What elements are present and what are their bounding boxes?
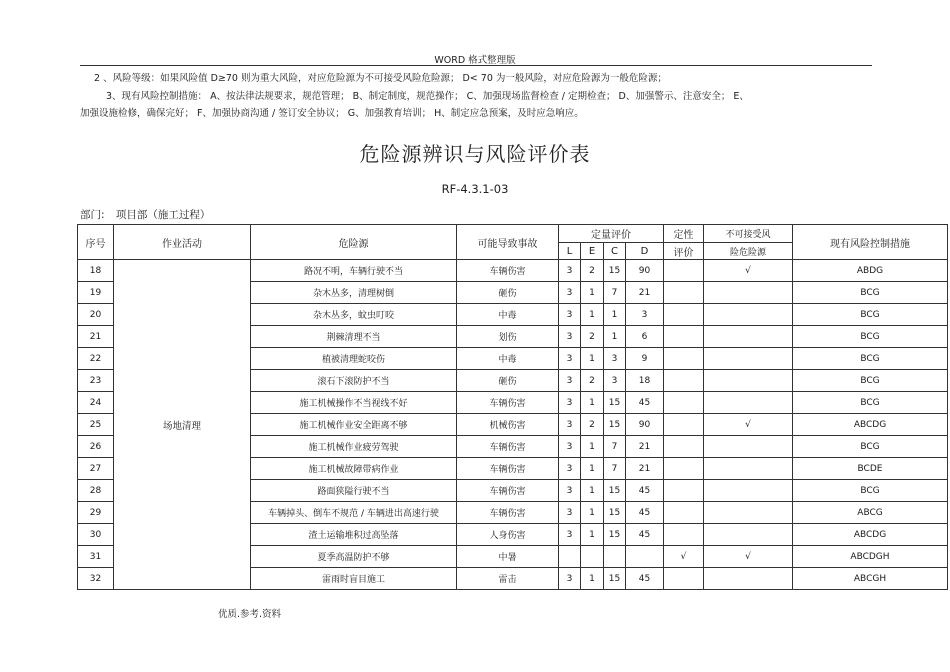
cell-accident: 机械伤害 xyxy=(457,414,559,436)
header-qualitative-1: 定性 xyxy=(664,225,704,243)
cell-qual xyxy=(664,392,704,414)
header-qualitative-2: 评价 xyxy=(664,243,704,260)
cell-unacc xyxy=(704,436,793,458)
cell-hazard: 夏季高温防护不够 xyxy=(251,546,457,568)
cell-l: 3 xyxy=(559,502,581,524)
cell-qual xyxy=(664,326,704,348)
cell-no: 26 xyxy=(78,436,114,458)
cell-no: 23 xyxy=(78,370,114,392)
cell-no: 32 xyxy=(78,568,114,590)
cell-c: 3 xyxy=(604,370,626,392)
header-C: C xyxy=(604,243,626,260)
cell-l: 3 xyxy=(559,282,581,304)
cell-accident: 中毒 xyxy=(457,348,559,370)
department-label: 部门: xyxy=(80,209,105,221)
cell-hazard: 施工机械作业安全距离不够 xyxy=(251,414,457,436)
cell-qual xyxy=(664,458,704,480)
header-divider xyxy=(80,65,872,66)
cell-measures: ABCG xyxy=(793,502,948,524)
cell-accident: 车辆伤害 xyxy=(457,480,559,502)
header-accident: 可能导致事故 xyxy=(457,225,559,260)
cell-accident: 车辆伤害 xyxy=(457,436,559,458)
cell-no: 22 xyxy=(78,348,114,370)
cell-unacc xyxy=(704,480,793,502)
cell-unacc xyxy=(704,392,793,414)
cell-no: 31 xyxy=(78,546,114,568)
cell-c: 15 xyxy=(604,524,626,546)
cell-e: 1 xyxy=(581,282,604,304)
cell-measures: BCG xyxy=(793,348,948,370)
cell-hazard: 施工机械故障带病作业 xyxy=(251,458,457,480)
cell-l: 3 xyxy=(559,414,581,436)
cell-measures: BCG xyxy=(793,282,948,304)
cell-c: 15 xyxy=(604,392,626,414)
cell-d xyxy=(626,546,664,568)
cell-e: 1 xyxy=(581,502,604,524)
cell-measures: BCG xyxy=(793,304,948,326)
cell-hazard: 车辆掉头、倒车不规范 / 车辆进出高速行驶 xyxy=(251,502,457,524)
cell-accident: 车辆伤害 xyxy=(457,502,559,524)
cell-hazard: 杂木丛多，清理树倒 xyxy=(251,282,457,304)
cell-measures: ABCDGH xyxy=(793,546,948,568)
cell-c: 15 xyxy=(604,414,626,436)
cell-l: 3 xyxy=(559,436,581,458)
cell-hazard: 雷雨时盲目施工 xyxy=(251,568,457,590)
cell-e: 1 xyxy=(581,568,604,590)
cell-measures: ABCGH xyxy=(793,568,948,590)
cell-accident: 车辆伤害 xyxy=(457,260,559,282)
department-value: 项目部（施工过程） xyxy=(115,209,211,221)
cell-unacc xyxy=(704,502,793,524)
cell-measures: ABDG xyxy=(793,260,948,282)
cell-e: 1 xyxy=(581,392,604,414)
cell-d: 6 xyxy=(626,326,664,348)
header-measures: 现有风险控制措施 xyxy=(793,225,948,260)
cell-qual xyxy=(664,304,704,326)
cell-accident: 雷击 xyxy=(457,568,559,590)
cell-qual xyxy=(664,436,704,458)
cell-e xyxy=(581,546,604,568)
cell-measures: BCG xyxy=(793,480,948,502)
cell-qual xyxy=(664,480,704,502)
header-L: L xyxy=(559,243,581,260)
cell-l: 3 xyxy=(559,348,581,370)
cell-c: 15 xyxy=(604,480,626,502)
cell-no: 21 xyxy=(78,326,114,348)
cell-no: 25 xyxy=(78,414,114,436)
cell-hazard: 施工机械操作不当视线不好 xyxy=(251,392,457,414)
cell-d: 45 xyxy=(626,568,664,590)
cell-no: 19 xyxy=(78,282,114,304)
cell-hazard: 荆棘清理不当 xyxy=(251,326,457,348)
cell-c: 7 xyxy=(604,458,626,480)
cell-l: 3 xyxy=(559,458,581,480)
cell-e: 2 xyxy=(581,326,604,348)
cell-hazard: 路况不明，车辆行驶不当 xyxy=(251,260,457,282)
cell-no: 28 xyxy=(78,480,114,502)
cell-qual xyxy=(664,282,704,304)
cell-hazard: 植被清理蛇咬伤 xyxy=(251,348,457,370)
cell-measures: BCG xyxy=(793,436,948,458)
cell-accident: 车辆伤害 xyxy=(457,392,559,414)
cell-l xyxy=(559,546,581,568)
cell-accident: 划伤 xyxy=(457,326,559,348)
cell-d: 21 xyxy=(626,458,664,480)
header-hazard: 危险源 xyxy=(251,225,457,260)
header-unacceptable-2: 险危险源 xyxy=(704,243,793,260)
footer-note: 优质.参考.资料 xyxy=(218,609,282,620)
cell-d: 45 xyxy=(626,392,664,414)
header-activity: 作业活动 xyxy=(114,225,251,260)
cell-accident: 砸伤 xyxy=(457,282,559,304)
risk-table-body xyxy=(78,260,948,590)
cell-qual xyxy=(664,524,704,546)
cell-unacc xyxy=(704,524,793,546)
header-word-label: WORD 格式整理版 xyxy=(434,55,516,66)
cell-d: 3 xyxy=(626,304,664,326)
cell-measures: BCDE xyxy=(793,458,948,480)
cell-c xyxy=(604,546,626,568)
header-unacceptable-1: 不可接受风 xyxy=(704,225,793,243)
cell-qual xyxy=(664,348,704,370)
cell-qual xyxy=(664,370,704,392)
cell-c: 7 xyxy=(604,436,626,458)
document-code: RF-4.3.1-03 xyxy=(441,182,509,196)
cell-l: 3 xyxy=(559,370,581,392)
note-control-measures: 3、现有风险控制措施： A、按法律法规要求，规范管理； B、制定制度，规范操作； C、加强现场监督检查 / 定期检查； D、加强警示、注意安全； E、 xyxy=(106,91,749,102)
cell-l: 3 xyxy=(559,304,581,326)
cell-c: 3 xyxy=(604,348,626,370)
page-title: 危险源辨识与风险评价表 xyxy=(359,142,591,166)
cell-activity: 场地清理 xyxy=(114,260,251,590)
cell-unacc xyxy=(704,458,793,480)
cell-no: 27 xyxy=(78,458,114,480)
cell-no: 18 xyxy=(78,260,114,282)
department-line xyxy=(80,207,218,222)
cell-no: 20 xyxy=(78,304,114,326)
cell-e: 1 xyxy=(581,458,604,480)
risk-table xyxy=(77,224,948,590)
cell-measures: ABCDG xyxy=(793,414,948,436)
table-row xyxy=(78,260,948,282)
cell-e: 1 xyxy=(581,524,604,546)
cell-d: 90 xyxy=(626,414,664,436)
cell-e: 1 xyxy=(581,348,604,370)
cell-d: 45 xyxy=(626,480,664,502)
cell-accident: 中毒 xyxy=(457,304,559,326)
cell-l: 3 xyxy=(559,326,581,348)
cell-l: 3 xyxy=(559,568,581,590)
cell-c: 1 xyxy=(604,304,626,326)
cell-c: 15 xyxy=(604,568,626,590)
cell-unacc xyxy=(704,304,793,326)
cell-accident: 砸伤 xyxy=(457,370,559,392)
cell-no: 24 xyxy=(78,392,114,414)
header-E: E xyxy=(581,243,604,260)
cell-measures: BCG xyxy=(793,392,948,414)
cell-c: 15 xyxy=(604,502,626,524)
cell-qual xyxy=(664,568,704,590)
cell-no: 30 xyxy=(78,524,114,546)
cell-accident: 车辆伤害 xyxy=(457,458,559,480)
cell-qual xyxy=(664,414,704,436)
cell-hazard: 滚石下滚防护不当 xyxy=(251,370,457,392)
cell-hazard: 杂木丛多，蚊虫叮咬 xyxy=(251,304,457,326)
cell-qual: √ xyxy=(664,546,704,568)
cell-d: 21 xyxy=(626,436,664,458)
cell-unacc: √ xyxy=(704,414,793,436)
cell-c: 1 xyxy=(604,326,626,348)
cell-measures: BCG xyxy=(793,326,948,348)
cell-accident: 中暑 xyxy=(457,546,559,568)
header-quantitative: 定量评价 xyxy=(559,225,664,243)
cell-hazard: 渣土运输堆积过高坠落 xyxy=(251,524,457,546)
cell-e: 2 xyxy=(581,414,604,436)
cell-d: 21 xyxy=(626,282,664,304)
cell-d: 18 xyxy=(626,370,664,392)
cell-unacc xyxy=(704,370,793,392)
cell-no: 29 xyxy=(78,502,114,524)
cell-l: 3 xyxy=(559,392,581,414)
cell-c: 7 xyxy=(604,282,626,304)
cell-unacc xyxy=(704,282,793,304)
cell-unacc: √ xyxy=(704,546,793,568)
cell-e: 1 xyxy=(581,436,604,458)
cell-l: 3 xyxy=(559,480,581,502)
cell-measures: ABCDG xyxy=(793,524,948,546)
cell-d: 9 xyxy=(626,348,664,370)
cell-unacc xyxy=(704,326,793,348)
cell-l: 3 xyxy=(559,260,581,282)
cell-e: 1 xyxy=(581,480,604,502)
cell-unacc xyxy=(704,348,793,370)
cell-unacc: √ xyxy=(704,260,793,282)
cell-unacc xyxy=(704,568,793,590)
header-no: 序号 xyxy=(78,225,114,260)
cell-e: 2 xyxy=(581,370,604,392)
cell-qual xyxy=(664,502,704,524)
cell-e: 1 xyxy=(581,304,604,326)
cell-c: 15 xyxy=(604,260,626,282)
cell-l: 3 xyxy=(559,524,581,546)
cell-hazard: 施工机械作业疲劳驾驶 xyxy=(251,436,457,458)
cell-d: 45 xyxy=(626,524,664,546)
header-D: D xyxy=(626,243,664,260)
cell-d: 45 xyxy=(626,502,664,524)
cell-accident: 人身伤害 xyxy=(457,524,559,546)
cell-e: 2 xyxy=(581,260,604,282)
cell-qual xyxy=(664,260,704,282)
note-control-measures-cont: 加强设施检修，确保完好； F、加强协商沟通 / 签订安全协议； G、加强教育培训； H、制定应急预案，及时应急响应。 xyxy=(80,108,584,119)
note-risk-level: 2 、风险等级：如果风险值 D≥70 则为重大风险，对应危险源为不可接受风险危险源； D< 70 为一般风险，对应危险源为一般危险源； xyxy=(94,73,667,84)
cell-measures: BCG xyxy=(793,370,948,392)
cell-hazard: 路面狭隘行驶不当 xyxy=(251,480,457,502)
cell-d: 90 xyxy=(626,260,664,282)
